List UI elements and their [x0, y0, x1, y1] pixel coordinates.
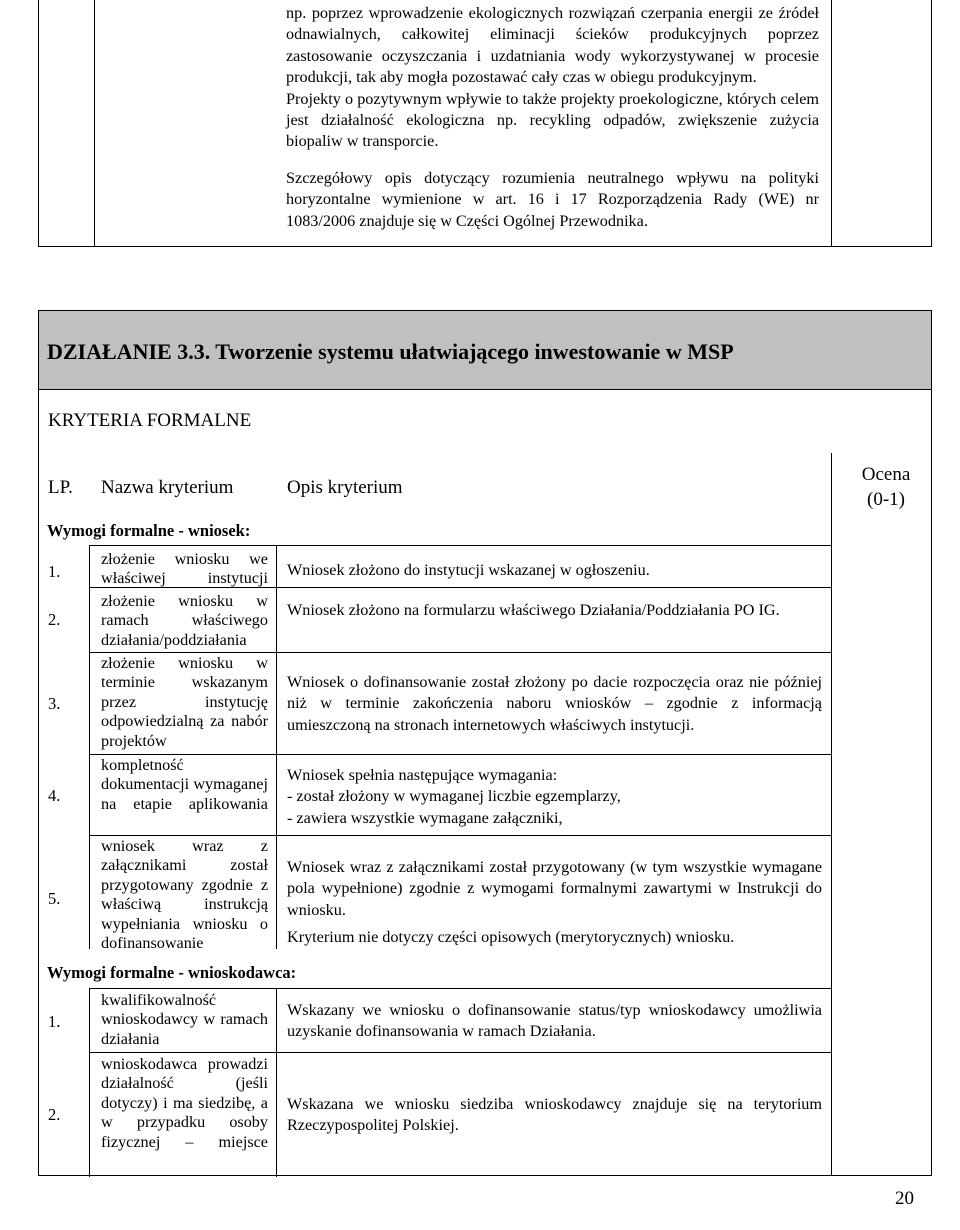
page-number: 20 [895, 1188, 914, 1209]
header-name: Nazwa kryterium [101, 477, 234, 498]
criterion-description [287, 857, 822, 948]
criterion-name [101, 550, 268, 589]
criterion-name [101, 837, 268, 953]
criterion-name-text: wniosek wraz z załącznikami został przygotowany zgodnie z właściwą instrukcją wypełniania wniosku o dofinansowanie [101, 837, 268, 953]
criterion-name-text: kwalifikowalność wnioskodawcy w ramach działania [101, 991, 268, 1048]
paragraph: np. poprzez wprowadzenie ekologicznych rozwiązań czerpania energii ze źródeł odnawialnych, całkowitej eliminacji ścieków produkcyjnych poprzez zastosowanie oczyszczania i uzdatniania wody wykorzystywanej w procesie produkcji, tak aby mogła pozostawać cały czas w obiegu produkcyjnym. [286, 4, 819, 87]
paragraph: Projekty o pozytywnym wpływie to także projekty proekologiczne, których celem jest działalność ekologiczna np. recykling odpadów, zwiększenie zużycia biopaliw w transporcie. [286, 89, 819, 151]
description-line: Wniosek złożono do instytucji wskazanej w ogłoszeniu. [287, 561, 650, 579]
score-column-divider [831, 453, 832, 1175]
description-line: Wniosek złożono na formularzu właściwego Działania/Poddziałania PO IG. [287, 601, 780, 619]
criterion-name-text: złożenie wniosku w terminie wskazanym przez instytucję odpowiedzialną za nabór projektów [101, 654, 268, 750]
description-line: Wskazany we wniosku o dofinansowanie status/typ wnioskodawcy umożliwia uzyskanie dofinansowania w ramach Działania. [287, 1001, 822, 1041]
row-number: 2. [48, 610, 61, 629]
criterion-description [287, 600, 822, 621]
column-divider [831, 0, 832, 246]
action-title: DZIAŁANIE 3.3. Tworzenie systemu ułatwiającego inwestowanie w MSP [47, 339, 734, 364]
description-line: Wniosek o dofinansowanie został złożony po dacie rozpoczęcia oraz nie później niż w terminie zakończenia naboru wniosków – zgodnie z informacją umieszczoną na stronach internetowych właściwych instytucji. [287, 673, 822, 734]
description-line: Kryterium nie dotyczy części opisowych (merytorycznych) wniosku. [287, 927, 735, 946]
column-divider [94, 0, 95, 246]
criterion-name-text: złożenie wniosku we właściwej instytucji [101, 550, 268, 588]
header-lp: LP. [48, 477, 73, 498]
row-divider [89, 652, 831, 653]
criterion-name [101, 991, 268, 1049]
criterion-name [101, 654, 268, 751]
criterion-name-text: kompletność dokumentacji wymaganej na etapie aplikowania [101, 756, 268, 813]
header-score [839, 464, 933, 511]
row-divider [89, 754, 831, 755]
criterion-description [287, 560, 822, 581]
criterion-description [287, 1094, 822, 1137]
row-divider [89, 1052, 831, 1053]
criterion-description [287, 1000, 822, 1043]
column-divider [276, 988, 277, 1177]
description-line: Wniosek wraz z załącznikami został przygotowany (w tym wszystkie wymagane pola wypełnione) zgodnie z wymogami formalnymi zawartymi w Instrukcji do wniosku. [287, 858, 822, 919]
description-line: Wniosek spełnia następujące wymagania: [287, 766, 558, 784]
description-line: Wskazana we wniosku siedziba wnioskodawcy znajduje się na terytorium Rzeczypospolitej Polskiej. [287, 1095, 822, 1135]
row-number: 2. [48, 1105, 61, 1124]
row-divider [89, 587, 831, 588]
action-header [39, 311, 931, 390]
continuation-text [286, 3, 819, 232]
header-score-range: (0-1) [867, 489, 905, 510]
criterion-description [287, 765, 822, 829]
criteria-table [38, 310, 932, 1176]
group-title: Wymogi formalne - wniosek: [47, 521, 251, 540]
section-subtitle: KRYTERIA FORMALNE [48, 410, 252, 431]
column-divider [89, 545, 90, 949]
row-divider [89, 988, 831, 989]
paragraph: Szczegółowy opis dotyczący rozumienia neutralnego wpływu na polityki horyzontalne wymienione w art. 16 i 17 Rozporządzenia Rady (WE) nr 1083/2006 znajduje się w Części Ogólnej Przewodnika. [286, 168, 819, 230]
criterion-description [287, 672, 822, 736]
description-line: - został złożony w wymaganej liczbie egzemplarzy, [287, 787, 621, 806]
group-title: Wymogi formalne - wnioskodawca: [47, 963, 297, 982]
criterion-name-text: złożenie wniosku w ramach właściwego działania/poddziałania [101, 592, 268, 649]
criterion-name [101, 592, 268, 650]
header-desc: Opis kryterium [287, 477, 403, 498]
column-divider [276, 545, 277, 949]
row-number: 3. [48, 694, 61, 713]
description-line: - zawiera wszystkie wymagane załączniki, [287, 808, 563, 827]
row-divider [89, 545, 831, 546]
row-number: 4. [48, 786, 61, 805]
criterion-name [101, 1055, 268, 1152]
row-divider [89, 835, 831, 836]
criterion-name [101, 756, 268, 814]
row-number: 1. [48, 562, 61, 581]
criterion-name-text: wnioskodawca prowadzi działalność (jeśli dotyczy) i ma siedzibę, a w przypadku osoby fizycznej – miejsce [101, 1055, 268, 1151]
row-number: 1. [48, 1012, 61, 1031]
header-score-label: Ocena [861, 464, 911, 485]
row-number: 5. [48, 889, 61, 908]
column-divider [89, 988, 90, 1177]
